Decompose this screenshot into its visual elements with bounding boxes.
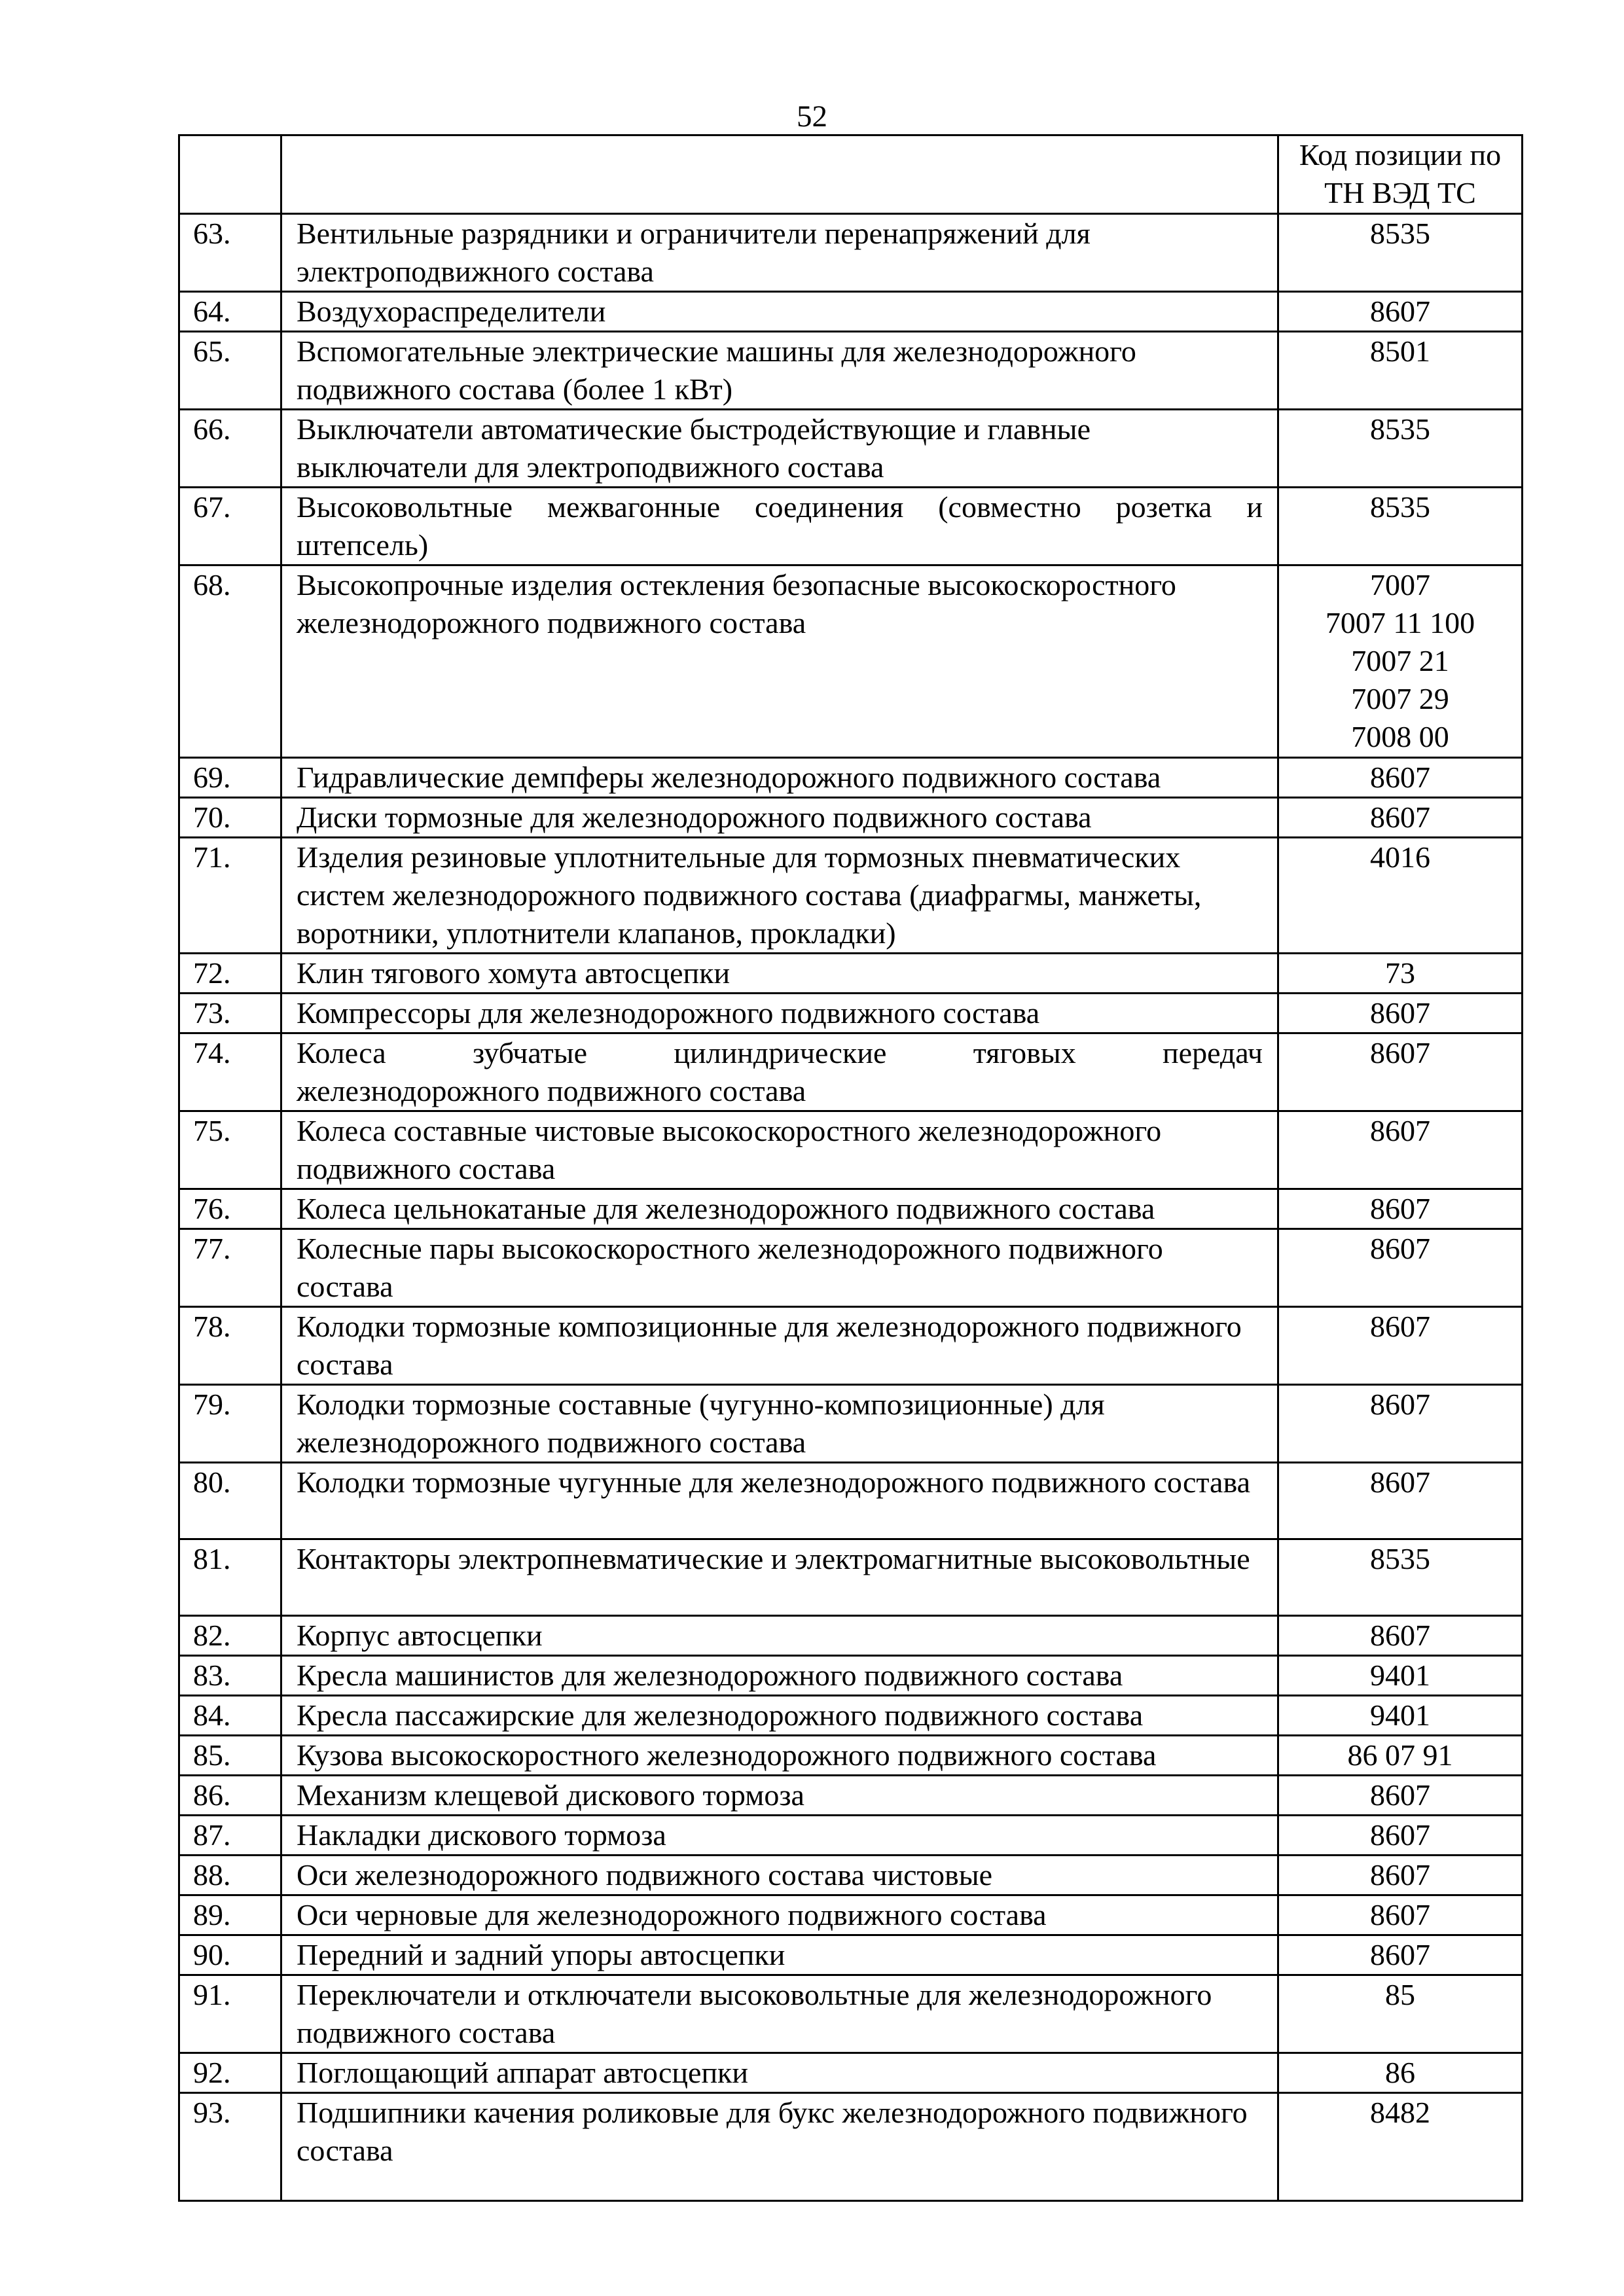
row-number: 89. — [179, 1895, 281, 1935]
row-name-line: Колеса зубчатые цилиндрические тяговых передач — [297, 1036, 1263, 1069]
row-name: Переключатели и отключатели высоковольтные для железнодорожного подвижного состава — [281, 1975, 1278, 2053]
table-row — [179, 565, 1523, 758]
code-value: 8535 — [1370, 217, 1430, 250]
row-code — [1278, 1385, 1523, 1463]
row-number: 83. — [179, 1656, 281, 1696]
row-code — [1278, 1776, 1523, 1816]
row-name: Колодки тормозные чугунные для железнодорожного подвижного состава — [281, 1463, 1278, 1539]
code-value: 85 — [1385, 1978, 1415, 2011]
code-value: 8482 — [1370, 2096, 1430, 2129]
header-name-cell — [281, 135, 1278, 214]
row-number: 71. — [179, 838, 281, 954]
table-header-row — [179, 135, 1523, 214]
table-row — [179, 1696, 1523, 1736]
row-number: 77. — [179, 1229, 281, 1307]
row-code — [1278, 1816, 1523, 1856]
table-row — [179, 1385, 1523, 1463]
row-number: 87. — [179, 1816, 281, 1856]
code-value: 7007 — [1370, 568, 1430, 601]
code-value: 8535 — [1370, 412, 1430, 446]
code-value: 8607 — [1370, 996, 1430, 1030]
row-name: Оси железнодорожного подвижного состава чистовые — [281, 1856, 1278, 1895]
table-row — [179, 1463, 1523, 1539]
code-value: 86 — [1385, 2056, 1415, 2089]
code-value: 73 — [1385, 956, 1415, 990]
row-code — [1278, 214, 1523, 292]
table-row — [179, 954, 1523, 994]
row-number: 64. — [179, 292, 281, 332]
code-value: 8607 — [1370, 1232, 1430, 1265]
table-row — [179, 1189, 1523, 1229]
table-row — [179, 838, 1523, 954]
row-name: Кресла машинистов для железнодорожного подвижного состава — [281, 1656, 1278, 1696]
row-name: Клин тягового хомута автосцепки — [281, 954, 1278, 994]
row-code — [1278, 1975, 1523, 2053]
row-number: 70. — [179, 798, 281, 838]
row-name: Диски тормозные для железнодорожного подвижного состава — [281, 798, 1278, 838]
row-name: Контакторы электропневматические и электромагнитные высоковольтные — [281, 1539, 1278, 1616]
table-row — [179, 1736, 1523, 1776]
code-value: 8535 — [1370, 490, 1430, 524]
row-code — [1278, 994, 1523, 1033]
row-code — [1278, 1856, 1523, 1895]
row-number: 82. — [179, 1616, 281, 1656]
header-num-cell — [179, 135, 281, 214]
header-code-cell: Код позиции по ТН ВЭД ТС — [1278, 135, 1523, 214]
code-value: 8607 — [1370, 1818, 1430, 1852]
row-number: 67. — [179, 488, 281, 565]
row-name — [281, 1033, 1278, 1111]
code-value: 8607 — [1370, 295, 1430, 328]
table-row — [179, 1539, 1523, 1616]
row-name: Вентильные разрядники и ограничители перенапряжений для электроподвижного состава — [281, 214, 1278, 292]
row-number: 86. — [179, 1776, 281, 1816]
row-number: 73. — [179, 994, 281, 1033]
code-value: 8607 — [1370, 1898, 1430, 1931]
code-value: 8607 — [1370, 1388, 1430, 1421]
row-number: 68. — [179, 565, 281, 758]
code-value: 7007 29 — [1351, 682, 1449, 715]
row-name: Высоковольтные межвагонные соединения (совместно розетка и штепсель) — [281, 488, 1278, 565]
row-code — [1278, 332, 1523, 410]
row-code — [1278, 1111, 1523, 1189]
code-value: 8501 — [1370, 334, 1430, 368]
row-code — [1278, 1895, 1523, 1935]
row-name: Оси черновые для железнодорожного подвижного состава — [281, 1895, 1278, 1935]
row-name: Высокопрочные изделия остекления безопасные высокоскоростного железнодорожного подвижного состава — [281, 565, 1278, 758]
row-name: Подшипники качения роликовые для букс железнодорожного подвижного состава — [281, 2093, 1278, 2201]
row-number: 78. — [179, 1307, 281, 1385]
row-code — [1278, 798, 1523, 838]
table-row — [179, 2093, 1523, 2201]
row-name: Накладки дискового тормоза — [281, 1816, 1278, 1856]
row-number: 84. — [179, 1696, 281, 1736]
code-value: 8607 — [1370, 1114, 1430, 1147]
row-name: Изделия резиновые уплотнительные для тормозных пневматических систем железнодорожного подвижного состава (диафрагмы, манжеты, воротники, уплотнители клапанов, прокладки) — [281, 838, 1278, 954]
row-number: 76. — [179, 1189, 281, 1229]
row-number: 63. — [179, 214, 281, 292]
row-code — [1278, 838, 1523, 954]
table-row — [179, 1229, 1523, 1307]
row-name: Вспомогательные электрические машины для железнодорожного подвижного состава (более 1 кВт) — [281, 332, 1278, 410]
table-row — [179, 1033, 1523, 1111]
row-number: 80. — [179, 1463, 281, 1539]
table-row — [179, 214, 1523, 292]
page-number: 52 — [797, 99, 827, 134]
row-name: Гидравлические демпферы железнодорожного подвижного состава — [281, 758, 1278, 798]
row-code — [1278, 1616, 1523, 1656]
table-row — [179, 758, 1523, 798]
code-value: 8607 — [1370, 1192, 1430, 1225]
code-value: 8607 — [1370, 1619, 1430, 1652]
row-number: 93. — [179, 2093, 281, 2201]
row-number: 90. — [179, 1935, 281, 1975]
code-value: 8607 — [1370, 1310, 1430, 1343]
row-code — [1278, 758, 1523, 798]
row-name: Выключатели автоматические быстродействующие и главные выключатели для электроподвижного состава — [281, 410, 1278, 488]
table-row — [179, 1856, 1523, 1895]
code-value: 8607 — [1370, 1778, 1430, 1812]
row-number: 75. — [179, 1111, 281, 1189]
row-number: 72. — [179, 954, 281, 994]
row-number: 92. — [179, 2053, 281, 2093]
row-code — [1278, 1033, 1523, 1111]
code-value: 8607 — [1370, 1858, 1430, 1892]
row-number: 66. — [179, 410, 281, 488]
row-code — [1278, 2093, 1523, 2201]
row-code — [1278, 488, 1523, 565]
row-name: Колодки тормозные составные (чугунно-композиционные) для железнодорожного подвижного состава — [281, 1385, 1278, 1463]
table-row — [179, 1776, 1523, 1816]
table-row — [179, 410, 1523, 488]
row-code — [1278, 1307, 1523, 1385]
row-code — [1278, 1189, 1523, 1229]
table-row — [179, 1975, 1523, 2053]
row-number: 69. — [179, 758, 281, 798]
row-number: 91. — [179, 1975, 281, 2053]
code-value: 9401 — [1370, 1659, 1430, 1692]
code-value: 7008 00 — [1351, 720, 1449, 753]
row-code — [1278, 1696, 1523, 1736]
row-code — [1278, 410, 1523, 488]
row-name: Колеса цельнокатаные для железнодорожного подвижного состава — [281, 1189, 1278, 1229]
row-number: 81. — [179, 1539, 281, 1616]
code-value: 8607 — [1370, 800, 1430, 834]
code-value: 8607 — [1370, 1465, 1430, 1499]
table-row — [179, 1895, 1523, 1935]
row-code — [1278, 1736, 1523, 1776]
row-code — [1278, 1935, 1523, 1975]
table-row — [179, 292, 1523, 332]
code-value: 4016 — [1370, 840, 1430, 874]
row-name: Кузова высокоскоростного железнодорожного подвижного состава — [281, 1736, 1278, 1776]
row-name: Колесные пары высокоскоростного железнодорожного подвижного состава — [281, 1229, 1278, 1307]
row-code — [1278, 1229, 1523, 1307]
table-row — [179, 1307, 1523, 1385]
code-value: 7007 11 100 — [1325, 606, 1475, 639]
row-code — [1278, 1539, 1523, 1616]
table-row — [179, 1616, 1523, 1656]
row-code — [1278, 565, 1523, 758]
row-code — [1278, 2053, 1523, 2093]
row-number: 74. — [179, 1033, 281, 1111]
row-name: Колеса составные чистовые высокоскоростного железнодорожного подвижного состава — [281, 1111, 1278, 1189]
table-row — [179, 798, 1523, 838]
row-name: Компрессоры для железнодорожного подвижного состава — [281, 994, 1278, 1033]
code-value: 8607 — [1370, 761, 1430, 794]
row-name: Колодки тормозные композиционные для железнодорожного подвижного состава — [281, 1307, 1278, 1385]
table-row — [179, 1656, 1523, 1696]
table-row — [179, 1935, 1523, 1975]
row-name: Поглощающий аппарат автосцепки — [281, 2053, 1278, 2093]
row-number: 85. — [179, 1736, 281, 1776]
code-value: 8607 — [1370, 1036, 1430, 1069]
row-code — [1278, 1656, 1523, 1696]
code-value: 9401 — [1370, 1698, 1430, 1732]
row-name: Кресла пассажирские для железнодорожного подвижного состава — [281, 1696, 1278, 1736]
table-row — [179, 994, 1523, 1033]
code-value: 8535 — [1370, 1542, 1430, 1575]
row-code — [1278, 954, 1523, 994]
code-value: 8607 — [1370, 1938, 1430, 1971]
row-number: 65. — [179, 332, 281, 410]
table-row — [179, 332, 1523, 410]
row-name: Корпус автосцепки — [281, 1616, 1278, 1656]
goods-table — [178, 134, 1523, 2202]
code-value: 86 07 91 — [1347, 1738, 1453, 1772]
table-row — [179, 2053, 1523, 2093]
row-name-line: железнодорожного подвижного состава — [297, 1074, 806, 1107]
row-code — [1278, 292, 1523, 332]
row-name: Передний и задний упоры автосцепки — [281, 1935, 1278, 1975]
row-name: Механизм клещевой дискового тормоза — [281, 1776, 1278, 1816]
table-row — [179, 1111, 1523, 1189]
row-number: 79. — [179, 1385, 281, 1463]
row-number: 88. — [179, 1856, 281, 1895]
row-name: Воздухораспределители — [281, 292, 1278, 332]
table-row — [179, 1816, 1523, 1856]
table-row — [179, 488, 1523, 565]
code-value: 7007 21 — [1351, 644, 1449, 677]
row-code — [1278, 1463, 1523, 1539]
